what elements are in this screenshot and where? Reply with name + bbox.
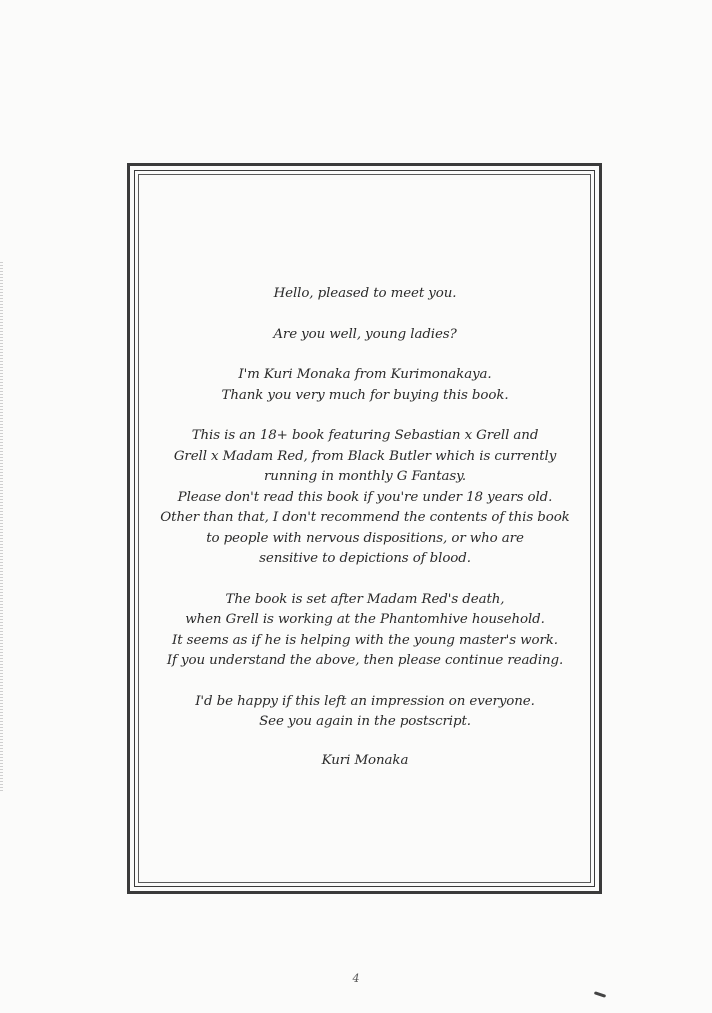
text-line: running in monthly G Fantasy. [264, 469, 466, 484]
paragraph-greeting [130, 284, 600, 305]
page-number: 4 [352, 972, 360, 985]
author-signature [130, 751, 600, 772]
text-line: Are you well, young ladies? [273, 326, 457, 342]
text-line: Please don't read this book if you're under 18 years old. [177, 489, 553, 505]
paragraph-closing [130, 692, 600, 733]
text-line: Thank you very much for buying this book. [221, 387, 509, 403]
text-line: when Grell is working at the Phantomhive household. [185, 612, 545, 627]
binding-edge [0, 262, 3, 792]
paragraph-introduction [130, 365, 600, 406]
text-line: The book is set after Madam Red's death, [225, 591, 505, 607]
paragraph-warning [130, 426, 600, 570]
text-line: sensitive to depictions of blood. [259, 551, 471, 566]
author-message [130, 284, 600, 791]
text-line: Other than that, I don't recommend the contents of this book [160, 510, 570, 525]
text-line: I'd be happy if this left an impression on everyone. [195, 693, 535, 709]
scan-smudge [594, 991, 606, 998]
text-line: If you understand the above, then please continue reading. [166, 653, 564, 668]
paragraph-setting [130, 590, 600, 672]
text-line: This is an 18+ book featuring Sebastian x Grell and [191, 428, 539, 443]
paragraph-question [130, 325, 600, 346]
text-line: Hello, pleased to meet you. [273, 286, 457, 301]
text-line: Grell x Madam Red, from Black Butler which is currently [173, 448, 557, 464]
text-line: It seems as if he is helping with the young master's work. [172, 632, 558, 648]
text-line: See you again in the postscript. [259, 714, 471, 729]
signature-text: Kuri Monaka [321, 752, 409, 768]
text-line: I'm Kuri Monaka from Kurimonakaya. [238, 367, 492, 382]
text-line: to people with nervous dispositions, or who are [206, 530, 524, 546]
